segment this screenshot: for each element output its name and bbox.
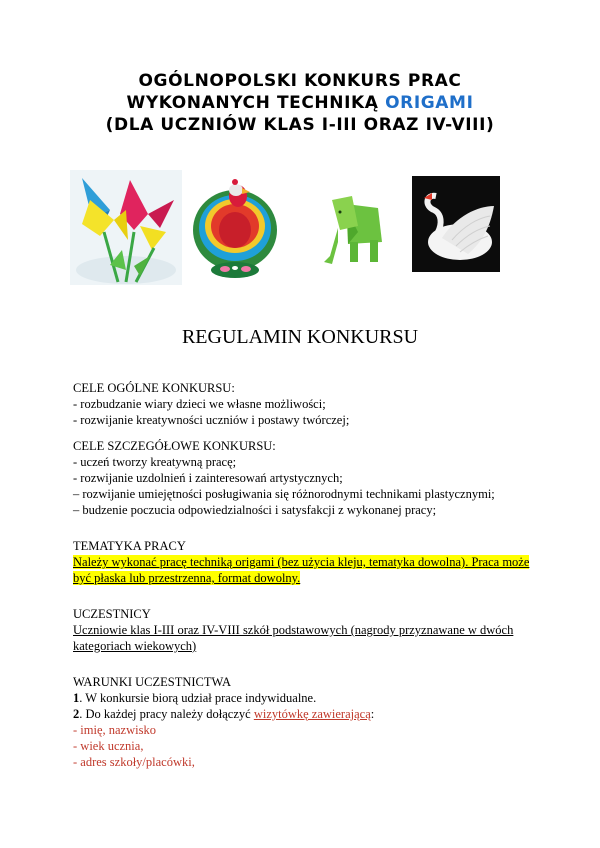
section-topic (73, 538, 533, 586)
title-line-1: OGÓLNOPOLSKI KONKURS PRAC (138, 71, 462, 91)
list-item: - imię, nazwisko (73, 723, 156, 737)
origami-images-row (0, 170, 600, 290)
origami-elephant-image (318, 182, 390, 274)
topic-text: Należy wykonać pracę techniką origami (bez użycia kleju, tematyka dowolna). Praca może być płaska lub przestrzenna, format dowolny. (73, 555, 530, 585)
condition-item-2 (73, 706, 533, 722)
section-title: UCZESTNICY (73, 607, 151, 621)
section-general-goals (73, 380, 533, 428)
title-line-2 (60, 92, 540, 114)
list-item: - rozbudzanie wiary dzieci we własne możliwości; (73, 397, 326, 411)
list-item: - uczeń tworzy kreatywną pracę; (73, 455, 237, 469)
condition-text: . Do każdej pracy należy dołączyć (79, 707, 254, 721)
section-title: CELE SZCZEGÓŁOWE KONKURSU: (73, 439, 276, 453)
list-item: - adres szkoły/placówki, (73, 755, 195, 769)
origami-peacock-image (190, 170, 280, 282)
participants-text: Uczniowie klas I-III oraz IV-VIII szkół podstawowych (nagrody przyznawane w dwóch kategoriach wiekowych) (73, 623, 514, 653)
title-accent-word: ORIGAMI (385, 93, 474, 113)
origami-swan-image (412, 176, 500, 272)
list-item: - rozwijanie kreatywności uczniów i postawy twórczej; (73, 413, 350, 427)
title-line-3: (DLA UCZNIÓW KLAS I-III ORAZ IV-VIII) (105, 115, 495, 135)
origami-flowers-image (70, 170, 182, 285)
business-card-link: wizytówkę zawierającą (253, 707, 371, 721)
list-item: – budzenie poczucia odpowiedzialności i satysfakcji z wykonanej pracy; (73, 503, 437, 517)
condition-number: 2 (73, 707, 80, 721)
document-title (60, 70, 540, 136)
section-detailed-goals (73, 438, 533, 518)
list-item: – rozwijanie umiejętności posługiwania się różnorodnymi technikami plastycznymi; (73, 487, 495, 501)
regulations-heading: REGULAMIN KONKURSU (181, 326, 419, 348)
section-conditions (73, 674, 533, 770)
section-title: CELE OGÓLNE KONKURSU: (73, 381, 235, 395)
condition-text: . W konkursie biorą udział prace indywidualne. (79, 691, 317, 705)
title-line-2-prefix: WYKONANYCH TECHNIKĄ (126, 93, 379, 113)
section-title: WARUNKI UCZESTNICTWA (73, 675, 231, 689)
condition-item-1 (73, 690, 533, 706)
condition-colon: : (370, 707, 375, 721)
section-title: TEMATYKA PRACY (73, 539, 186, 553)
condition-number: 1 (73, 691, 80, 705)
section-participants (73, 606, 533, 654)
list-item: - wiek ucznia, (73, 739, 144, 753)
list-item: - rozwijanie uzdolnień i zainteresowań artystycznych; (73, 471, 343, 485)
document-body (73, 380, 533, 780)
